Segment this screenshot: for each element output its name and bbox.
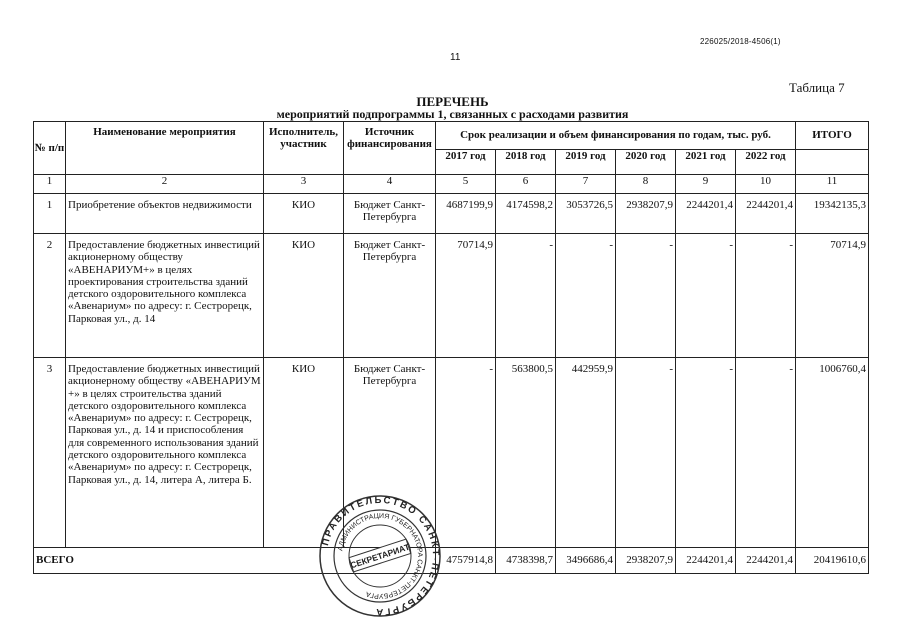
row-executor: КИО	[264, 234, 344, 358]
row-value: 3053726,5	[556, 194, 616, 234]
total-value: 3496686,4	[556, 548, 616, 574]
row-value: 2938207,9	[616, 194, 676, 234]
row-value: -	[496, 234, 556, 358]
row-source: Бюджет Санкт-Петербурга	[344, 234, 436, 358]
col-number: 7	[556, 175, 616, 194]
header-executor: Исполнитель, участник	[264, 122, 344, 175]
row-total: 1006760,4	[796, 358, 869, 548]
row-source: Бюджет Санкт-Петербурга	[344, 358, 436, 548]
col-number: 2	[66, 175, 264, 194]
row-value: -	[676, 234, 736, 358]
seal-center-text: СЕКРЕТАРИАТ	[349, 541, 411, 571]
header-year: 2020 год	[616, 150, 676, 175]
row-value: -	[436, 358, 496, 548]
total-grand: 20419610,6	[796, 548, 869, 574]
header-total: ИТОГО	[796, 122, 869, 150]
header-year: 2019 год	[556, 150, 616, 175]
header-period: Срок реализации и объем финансирования по годам, тыс. руб.	[436, 122, 796, 150]
page-number: 11	[450, 52, 461, 63]
total-label: ВСЕГО	[34, 548, 436, 574]
total-value: 2938207,9	[616, 548, 676, 574]
row-value: -	[736, 234, 796, 358]
financing-table	[33, 121, 869, 574]
header-year: 2022 год	[736, 150, 796, 175]
row-value: -	[736, 358, 796, 548]
row-total: 70714,9	[796, 234, 869, 358]
document-id: 226025/2018-4506(1)	[700, 37, 781, 46]
row-executor: КИО	[264, 358, 344, 548]
total-value: 2244201,4	[676, 548, 736, 574]
row-executor: КИО	[264, 194, 344, 234]
row-name: Приобретение объектов недвижимости	[66, 194, 264, 234]
seal-inner-text: АДМИНИСТРАЦИЯ ГУБЕРНАТОРА САНКТ-ПЕТЕРБУРГА	[337, 512, 424, 600]
header-source: Источник финансирования	[344, 122, 436, 175]
row-source: Бюджет Санкт-Петербурга	[344, 194, 436, 234]
header-year: 2018 год	[496, 150, 556, 175]
total-value: 4738398,7	[496, 548, 556, 574]
table-row	[34, 234, 869, 358]
col-number: 10	[736, 175, 796, 194]
row-name: Предоставление бюджетных инвестиций акционерному обществу «АВЕНАРИУМ+» в целях проектирования строительства зданий детского оздоровительного комплекса «Авенариум» по адресу: г. Сестрорецк, Парковая ул., д. 14	[66, 234, 264, 358]
header-name: Наименование мероприятия	[66, 122, 264, 175]
col-number: 3	[264, 175, 344, 194]
table-label: Таблица 7	[789, 80, 845, 95]
row-name: Предоставление бюджетных инвестиций акционерному обществу «АВЕНАРИУМ +» в целях строительства зданий детского оздоровительного комплекса «Авенариум» по адресу: г. Сестрорецк, Парковая ул., д. 14 и приспособления для современного использования зданий детского оздоровительного комплекса «Авенариум» по адресу: г. Сестрорецк, Парковая ул., д. 14, литера А, литера Б.	[66, 358, 264, 548]
row-total: 19342135,3	[796, 194, 869, 234]
total-value: 4757914,8	[436, 548, 496, 574]
row-value: 442959,9	[556, 358, 616, 548]
row-value: 70714,9	[436, 234, 496, 358]
row-num: 3	[34, 358, 66, 548]
col-number: 11	[796, 175, 869, 194]
row-num: 1	[34, 194, 66, 234]
row-num: 2	[34, 234, 66, 358]
header-year: 2017 год	[436, 150, 496, 175]
col-number: 6	[496, 175, 556, 194]
total-value: 2244201,4	[736, 548, 796, 574]
table-row	[34, 358, 869, 548]
table-row	[34, 194, 869, 234]
seal-outer-text: ПРАВИТЕЛЬСТВО САНКТ-ПЕТЕРБУРГА	[320, 494, 442, 618]
header-year: 2021 год	[676, 150, 736, 175]
col-number: 5	[436, 175, 496, 194]
row-value: 563800,5	[496, 358, 556, 548]
row-value: -	[676, 358, 736, 548]
row-value: 4174598,2	[496, 194, 556, 234]
header-total-blank	[796, 150, 869, 175]
document-subtitle: мероприятий подпрограммы 1, связанных с расходами развития	[276, 107, 629, 121]
col-number: 8	[616, 175, 676, 194]
row-value: -	[616, 234, 676, 358]
header-num: № п/п	[34, 122, 66, 175]
col-number: 9	[676, 175, 736, 194]
total-row	[34, 548, 869, 574]
row-value: -	[616, 358, 676, 548]
row-value: 2244201,4	[736, 194, 796, 234]
col-number: 4	[344, 175, 436, 194]
document-title: ПЕРЕЧЕНЬ	[416, 94, 489, 109]
row-value: 2244201,4	[676, 194, 736, 234]
row-value: 4687199,9	[436, 194, 496, 234]
row-value: -	[556, 234, 616, 358]
col-number: 1	[34, 175, 66, 194]
official-seal	[318, 494, 442, 618]
